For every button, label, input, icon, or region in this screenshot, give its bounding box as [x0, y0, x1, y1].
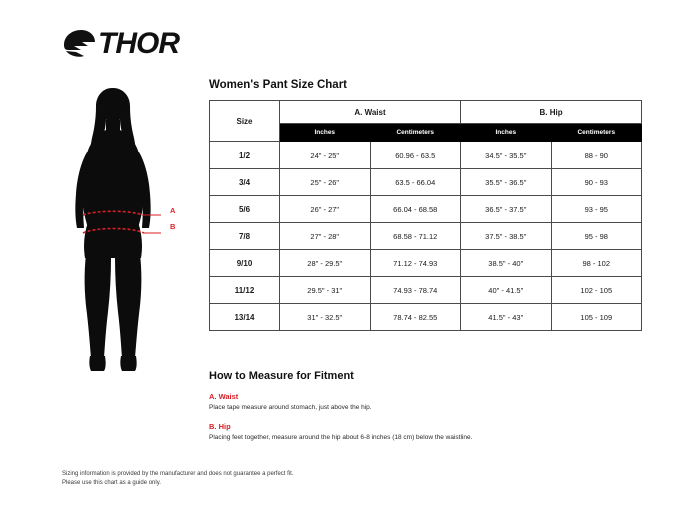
cell-waist-centimeters: 63.5 - 66.04 — [370, 169, 461, 196]
female-figure-illustration — [62, 82, 192, 382]
cell-hip-inches: 40" - 41.5" — [461, 277, 552, 304]
table-row — [210, 250, 642, 277]
column-header-hip-centimeters: Centimeters — [551, 124, 642, 142]
thor-helmet-icon — [62, 29, 96, 59]
cell-hip-inches: 37.5" - 38.5" — [461, 223, 552, 250]
table-group-header-row — [210, 101, 642, 124]
cell-waist-centimeters: 66.04 - 68.58 — [370, 196, 461, 223]
how-to-measure-title: How to Measure for Fitment — [209, 370, 354, 382]
how-to-measure-item-hip — [209, 422, 649, 443]
cell-size: 5/6 — [210, 196, 280, 223]
how-to-measure-label-waist: A. Waist — [209, 392, 239, 401]
size-chart-table — [209, 100, 642, 331]
cell-hip-inches: 34.5" - 35.5" — [461, 142, 552, 169]
cell-size: 3/4 — [210, 169, 280, 196]
column-header-waist-centimeters: Centimeters — [370, 124, 461, 142]
page-title: Women's Pant Size Chart — [209, 79, 347, 91]
cell-size: 7/8 — [210, 223, 280, 250]
how-to-measure-item-waist — [209, 392, 649, 413]
cell-hip-centimeters: 90 - 93 — [551, 169, 642, 196]
table-row — [210, 142, 642, 169]
cell-waist-inches: 24" - 25" — [280, 142, 371, 169]
annotation-label-a: A — [170, 206, 176, 215]
cell-hip-centimeters: 95 - 98 — [551, 223, 642, 250]
cell-waist-centimeters: 78.74 - 82.55 — [370, 304, 461, 331]
how-to-measure-section — [209, 370, 649, 452]
cell-hip-centimeters: 102 - 105 — [551, 277, 642, 304]
cell-waist-inches: 31" - 32.5" — [280, 304, 371, 331]
cell-waist-inches: 26" - 27" — [280, 196, 371, 223]
cell-size: 13/14 — [210, 304, 280, 331]
disclaimer — [62, 470, 293, 488]
table-row — [210, 196, 642, 223]
cell-size: 1/2 — [210, 142, 280, 169]
disclaimer-line-1: Sizing information is provided by the manufacturer and does not guarantee a perfect fit. — [62, 471, 294, 477]
cell-size: 9/10 — [210, 250, 280, 277]
column-header-waist-inches: Inches — [280, 124, 371, 142]
column-header-hip-inches: Inches — [461, 124, 552, 142]
cell-waist-centimeters: 71.12 - 74.93 — [370, 250, 461, 277]
cell-size: 11/12 — [210, 277, 280, 304]
cell-hip-inches: 41.5" - 43" — [461, 304, 552, 331]
cell-hip-centimeters: 93 - 95 — [551, 196, 642, 223]
table-row — [210, 277, 642, 304]
disclaimer-line-2: Please use this chart as a guide only. — [62, 480, 161, 486]
column-group-header-hip: B. Hip — [461, 101, 642, 124]
table-row — [210, 169, 642, 196]
brand-name: THOR — [98, 27, 179, 60]
cell-waist-centimeters: 68.58 - 71.12 — [370, 223, 461, 250]
column-group-header-waist: A. Waist — [280, 101, 461, 124]
cell-hip-inches: 35.5" - 36.5" — [461, 169, 552, 196]
cell-hip-centimeters: 98 - 102 — [551, 250, 642, 277]
how-to-measure-text-waist: Place tape measure around stomach, just above the hip. — [209, 404, 372, 411]
cell-waist-inches: 29.5" - 31" — [280, 277, 371, 304]
cell-hip-centimeters: 105 - 109 — [551, 304, 642, 331]
cell-waist-centimeters: 74.93 - 78.74 — [370, 277, 461, 304]
cell-hip-centimeters: 88 - 90 — [551, 142, 642, 169]
cell-waist-inches: 27" - 28" — [280, 223, 371, 250]
cell-hip-inches: 36.5" - 37.5" — [461, 196, 552, 223]
table-row — [210, 223, 642, 250]
cell-waist-centimeters: 60.96 - 63.5 — [370, 142, 461, 169]
cell-waist-inches: 28" - 29.5" — [280, 250, 371, 277]
cell-hip-inches: 38.5" - 40" — [461, 250, 552, 277]
how-to-measure-text-hip: Placing feet together, measure around the hip about 6-8 inches (18 cm) below the waistline. — [209, 433, 473, 441]
column-header-size: Size — [210, 101, 280, 142]
cell-waist-inches: 25" - 26" — [280, 169, 371, 196]
brand-logo — [62, 27, 179, 61]
how-to-measure-label-hip: B. Hip — [209, 421, 231, 431]
annotation-label-b: B — [170, 222, 176, 231]
table-row — [210, 304, 642, 331]
